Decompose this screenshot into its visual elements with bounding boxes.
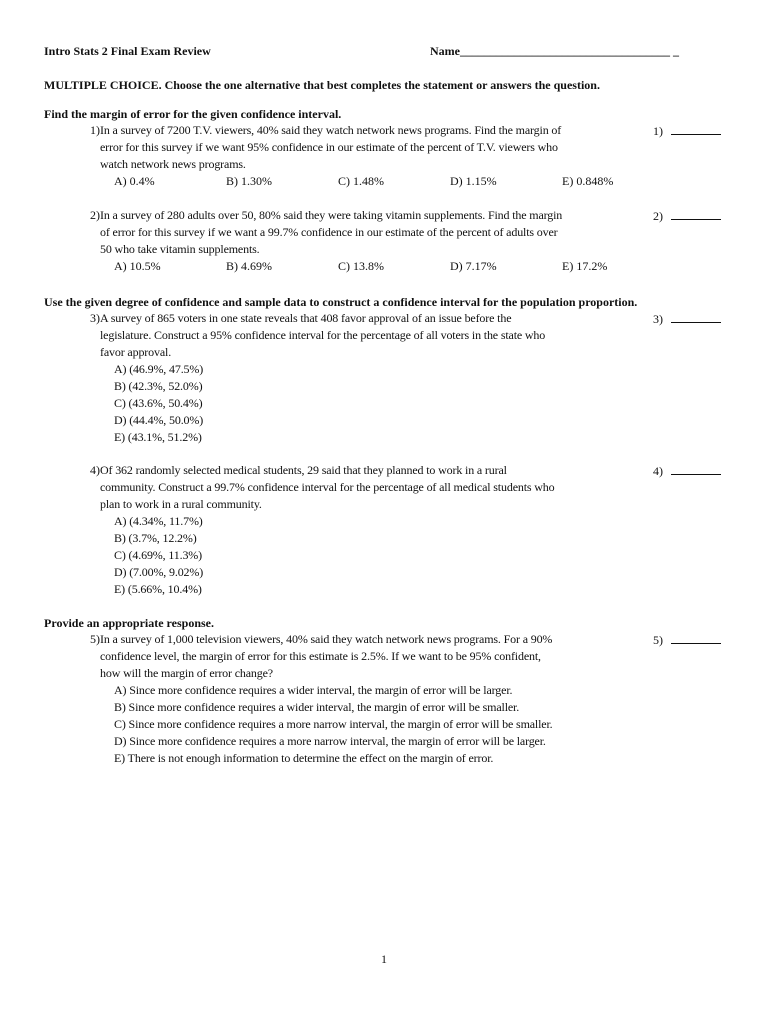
option-a: A) Since more confidence requires a wider interval, the margin of error will be larger. [114,683,513,697]
option-c: C) (43.6%, 50.4%) [114,396,203,410]
option-c: C) (4.69%, 11.3%) [114,548,202,562]
answer-slot-4 [653,462,721,480]
answer-blank[interactable] [671,631,721,644]
answer-number: 2) [653,209,663,223]
question-5 [84,631,640,767]
question-4 [84,462,640,598]
option-b: B) 4.69% [226,259,272,273]
option-e: E) 0.848% [562,174,614,188]
question-line: A survey of 865 voters in one state reveals that 408 favor approval of an issue before the [100,311,512,325]
question-line: how will the margin of error change? [100,666,273,680]
option-a: A) (4.34%, 11.7%) [114,514,203,528]
page-number: 1 [381,952,387,966]
option-a: A) (46.9%, 47.5%) [114,362,204,376]
question-number: 1) [90,123,100,137]
question-line: watch network news programs. [100,157,246,171]
answer-number: 4) [653,464,663,478]
options-row [84,173,640,190]
option-d: D) 1.15% [450,174,497,188]
options-list [114,513,640,598]
section-heading-confidence-interval: Use the given degree of confidence and sample data to construct a confidence interval for the population proportion. [44,295,638,309]
section-heading-appropriate-response: Provide an appropriate response. [44,616,215,630]
options-list [114,361,640,446]
answer-slot-5 [653,631,721,649]
question-line: error for this survey if we want 95% confidence in our estimate of the percent of T.V. viewers who [100,140,558,154]
question-line: community. Construct a 99.7% confidence interval for the percentage of all medical students who [100,480,555,494]
section-heading-margin-of-error: Find the margin of error for the given confidence interval. [44,107,342,121]
option-d: D) (44.4%, 50.0%) [114,413,204,427]
question-text [100,207,640,258]
option-e: E) (5.66%, 10.4%) [114,582,202,596]
option-b: B) Since more confidence requires a wider interval, the margin of error will be smaller. [114,700,520,714]
answer-number: 5) [653,633,663,647]
option-e: E) 17.2% [562,259,608,273]
question-number: 5) [90,632,100,646]
option-b: B) 1.30% [226,174,272,188]
question-number: 4) [90,463,100,477]
question-line: plan to work in a rural community. [100,497,262,511]
answer-number: 1) [653,124,663,138]
answer-number: 3) [653,312,663,326]
options-row [84,258,640,275]
question-text [100,310,640,361]
question-line: In a survey of 7200 T.V. viewers, 40% said they watch network news programs. Find the margin of [100,123,562,137]
options-list [114,682,640,767]
answer-blank[interactable] [671,122,721,135]
option-b: B) (42.3%, 52.0%) [114,379,203,393]
name-field [430,43,679,60]
option-e: E) There is not enough information to determine the effect on the margin of error. [114,751,494,765]
option-c: C) 1.48% [338,174,384,188]
answer-slot-3 [653,310,721,328]
question-line: legislature. Construct a 95% confidence interval for the percentage of all voters in the state who [100,328,546,342]
question-line: In a survey of 280 adults over 50, 80% said they were taking vitamin supplements. Find the margin [100,208,563,222]
question-line: In a survey of 1,000 television viewers, 40% said they watch network news programs. For a 90% [100,632,553,646]
option-d: D) 7.17% [450,259,497,273]
option-c: C) 13.8% [338,259,384,273]
option-c: C) Since more confidence requires a more narrow interval, the margin of error will be smaller. [114,717,553,731]
question-line: of error for this survey if we want a 99.7% confidence in our estimate of the percent of adults over [100,225,558,239]
answer-blank[interactable] [671,310,721,323]
answer-blank[interactable] [671,207,721,220]
name-label: Name [430,44,460,58]
question-line: confidence level, the margin of error for this estimate is 2.5%. If we want to be 95% confident, [100,649,541,663]
option-a: A) 0.4% [114,174,155,188]
answer-blank[interactable] [671,462,721,475]
answer-slot-1 [653,122,721,140]
question-number: 2) [90,208,100,222]
question-line: 50 who take vitamin supplements. [100,242,260,256]
option-e: E) (43.1%, 51.2%) [114,430,202,444]
option-a: A) 10.5% [114,259,161,273]
document-title: Intro Stats 2 Final Exam Review [44,44,211,58]
question-text [100,122,640,173]
question-2 [84,207,640,275]
question-3 [84,310,640,446]
question-number: 3) [90,311,100,325]
question-line: favor approval. [100,345,172,359]
option-d: D) Since more confidence requires a more narrow interval, the margin of error will be larger. [114,734,546,748]
question-text [100,631,640,682]
option-d: D) (7.00%, 9.02%) [114,565,204,579]
question-line: Of 362 randomly selected medical students, 29 said that they planned to work in a rural [100,463,507,477]
question-1 [84,122,640,190]
option-b: B) (3.7%, 12.2%) [114,531,197,545]
answer-slot-2 [653,207,721,225]
instructions: MULTIPLE CHOICE. Choose the one alternative that best completes the statement or answers the question. [44,78,600,92]
question-text [100,462,640,513]
name-blank: ___________________________________ _ [460,44,679,58]
